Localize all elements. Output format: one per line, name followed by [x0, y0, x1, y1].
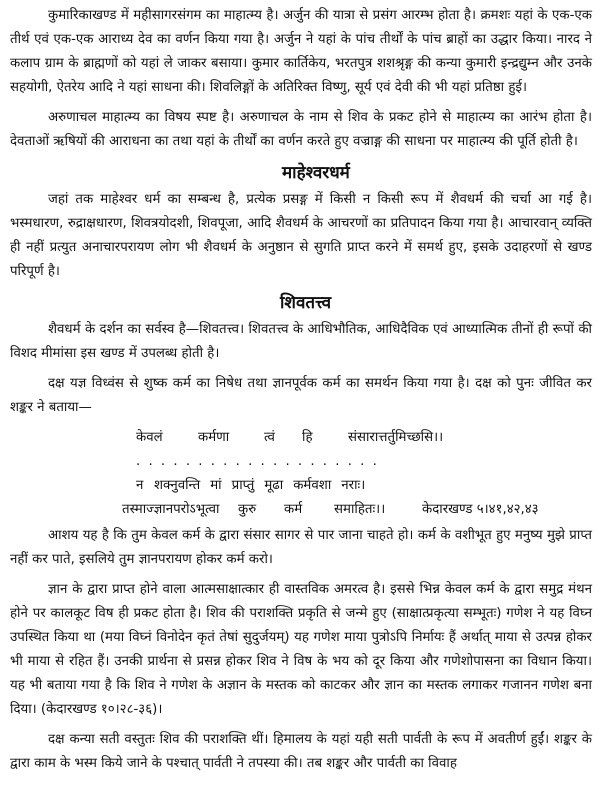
verse-word: तस्माज्ज्ञानपरोऽभूत्वा [122, 502, 220, 517]
sanskrit-verse [10, 426, 592, 522]
paragraph-arunachala: अरुणाचल माहात्म्य का विषय स्पष्ट है। अरुणाचल के नाम से शिव के प्रकट होने से माहात्म्य का आरंभ होता है। देवताओं ऋषियों की आराधना का तथा यहां के तीर्थों का वर्णन करते हुए वज्राङ्ग की साधना पर माहात्म्य की पूर्ति होती है। [10, 110, 592, 149]
verse-word: न [136, 478, 144, 493]
paragraph-maheshwardharma: जहां तक माहेश्वर धर्म का सम्बन्ध है, प्रत्येक प्रसङ्ग में किसी न किसी रूप में शैवधर्म की चर्चा आ गई है। भस्मधारण, रुद्राक्षधारण, शिवत्रयोदशी, शिवपूजा, आदि शैवधर्म के आचरणों का प्रतिपादन किया गया है। आचारवान् व्यक्ति ही नहीं प्रत्युत अनाचारपरायण लोग भी शैवधर्म के अनुष्ठान से सुगति प्राप्त करने में समर्थ हुए, इसके उदाहरणों से खण्ड परिपूर्ण है। [10, 192, 592, 279]
verse-word: संसारात्तर्तुमिच्छसि।। [348, 430, 444, 445]
paragraph-self-realization: ज्ञान के द्वारा प्राप्त होने वाला आत्मसाक्षात्कार ही वास्तविक अमरत्व है। इससे भिन्न केवल कर्म के द्वारा समुद्र मंथन होने पर कालकूट विष ही प्रकट होता है। शिव की पराशक्ति प्रकृति से जन्मे हुए (साक्षात्प्रकृत्या सम्भूतः) गणेश ने यह विघ्न उपस्थित किया था (मया विघ्नं विनोदेन कृतं तेषां सुदुर्जयम्) यह गणेश माया पुत्रोऽपि निर्मायः हैं अर्थात् माया से उत्पन्न होकर भी माया से रहित हैं। उनकी प्रार्थना से प्रसन्न होकर शिव ने विष के भय को दूर किया और गणेशोपासना का विधान किया। यह भी बताया गया है कि शिव ने गणेश के अज्ञान के मस्तक को काटकर और ज्ञान का मस्तक लगाकर गजानन गणेश बना दिया। (केदारखण्ड १०।२८-३६)। [10, 582, 592, 717]
heading-shivatattva: शिवतत्त्व [280, 293, 332, 313]
paragraph-shivatattva: शैवधर्म के दर्शन का सर्वस्व है—शिवतत्त्व। शिवतत्त्व के आधिभौतिक, आधिदैविक एवं आध्यात्मिक तीनों ही रूपों की विशद मीमांसा इस खण्ड में उपलब्ध होती है। [10, 322, 592, 361]
verse-word: शक्नुवन्ति [154, 478, 201, 493]
paragraph-sati-parvati: दक्ष कन्या सती वस्तुतः शिव की पराशक्ति थीं। हिमालय के यहां यही सती पार्वती के रूप में अवतीर्ण हुईं। शङ्कर के द्वारा काम के भस्म किये जाने के पश्चात् पार्वती ने तपस्या की। तब शङ्कर और पार्वती का विवाह [10, 732, 592, 771]
verse-line-1 [10, 426, 592, 450]
verse-line-4 [10, 498, 592, 522]
paragraph-daksha-yajna: दक्ष यज्ञ विध्वंस से शुष्क कर्म का निषेध तथा ज्ञानपूर्वक कर्म का समर्थन किया गया है। दक्ष को पुनः जीवित कर शङ्कर ने बताया— [10, 376, 592, 415]
verse-word: केवलं [136, 430, 163, 445]
verse-line-3 [10, 474, 592, 498]
verse-word: समाहितः।। [334, 502, 386, 517]
paragraph-kumarikakhanda: कुमारिकाखण्ड में महीसागरसंगम का माहात्म्य है। अर्जुन की यात्रा से प्रसंग आरम्भ होता है। क्रमशः यहां के एक-एक तीर्थ एवं एक-एक आराध्य देव का वर्णन किया गया है। अर्जुन ने यहां के पांच तीर्थों के पांच ब्राहों का उद्धार किया। नारद ने कलाप ग्राम के ब्राह्मणों को यहां ले जाकर बसाया। कुमार कार्तिकेय, भरतपुत्र शशश्रृङ्ग की कन्या कुमारी इन्द्रद्युम्न और उनके सहयोगी, ऐतरेय आदि ने यहां साधना की। शिवलिङ्गों के अतिरिक्त विष्णु, सूर्य एवं देवी की भी यहां प्रतिष्ठा हुई। [10, 8, 592, 95]
verse-word: मूढा [264, 478, 284, 493]
verse-word: हि [302, 430, 313, 445]
paragraph-meaning: आशय यह है कि तुम केवल कर्म के द्वारा संसार सागर से पार जाना चाहते हो। कर्म के वशीभूत हुए मनुष्य मुझे प्राप्त नहीं कर पाते, इसलिये तुम ज्ञानपरायण होकर कर्म करो। [10, 528, 592, 567]
verse-word: त्वं [264, 430, 275, 445]
verse-citation: केदारखण्ड ५।४१,४२,४३ [422, 502, 539, 517]
verse-word: कुरु [238, 502, 257, 517]
verse-ellipsis-line: . . . . . . . . . . . . . . . . . . . . [136, 454, 379, 469]
heading-maheshwardharma: माहेश्वरधर्म [282, 163, 350, 183]
verse-word: कर्म [284, 502, 303, 517]
verse-word: नराः। [341, 478, 366, 493]
verse-word: कर्मवशा [293, 478, 332, 493]
verse-word: कर्मणा [198, 430, 230, 445]
verse-word: प्राप्तुं [231, 478, 255, 493]
verse-word: मां [210, 478, 222, 493]
